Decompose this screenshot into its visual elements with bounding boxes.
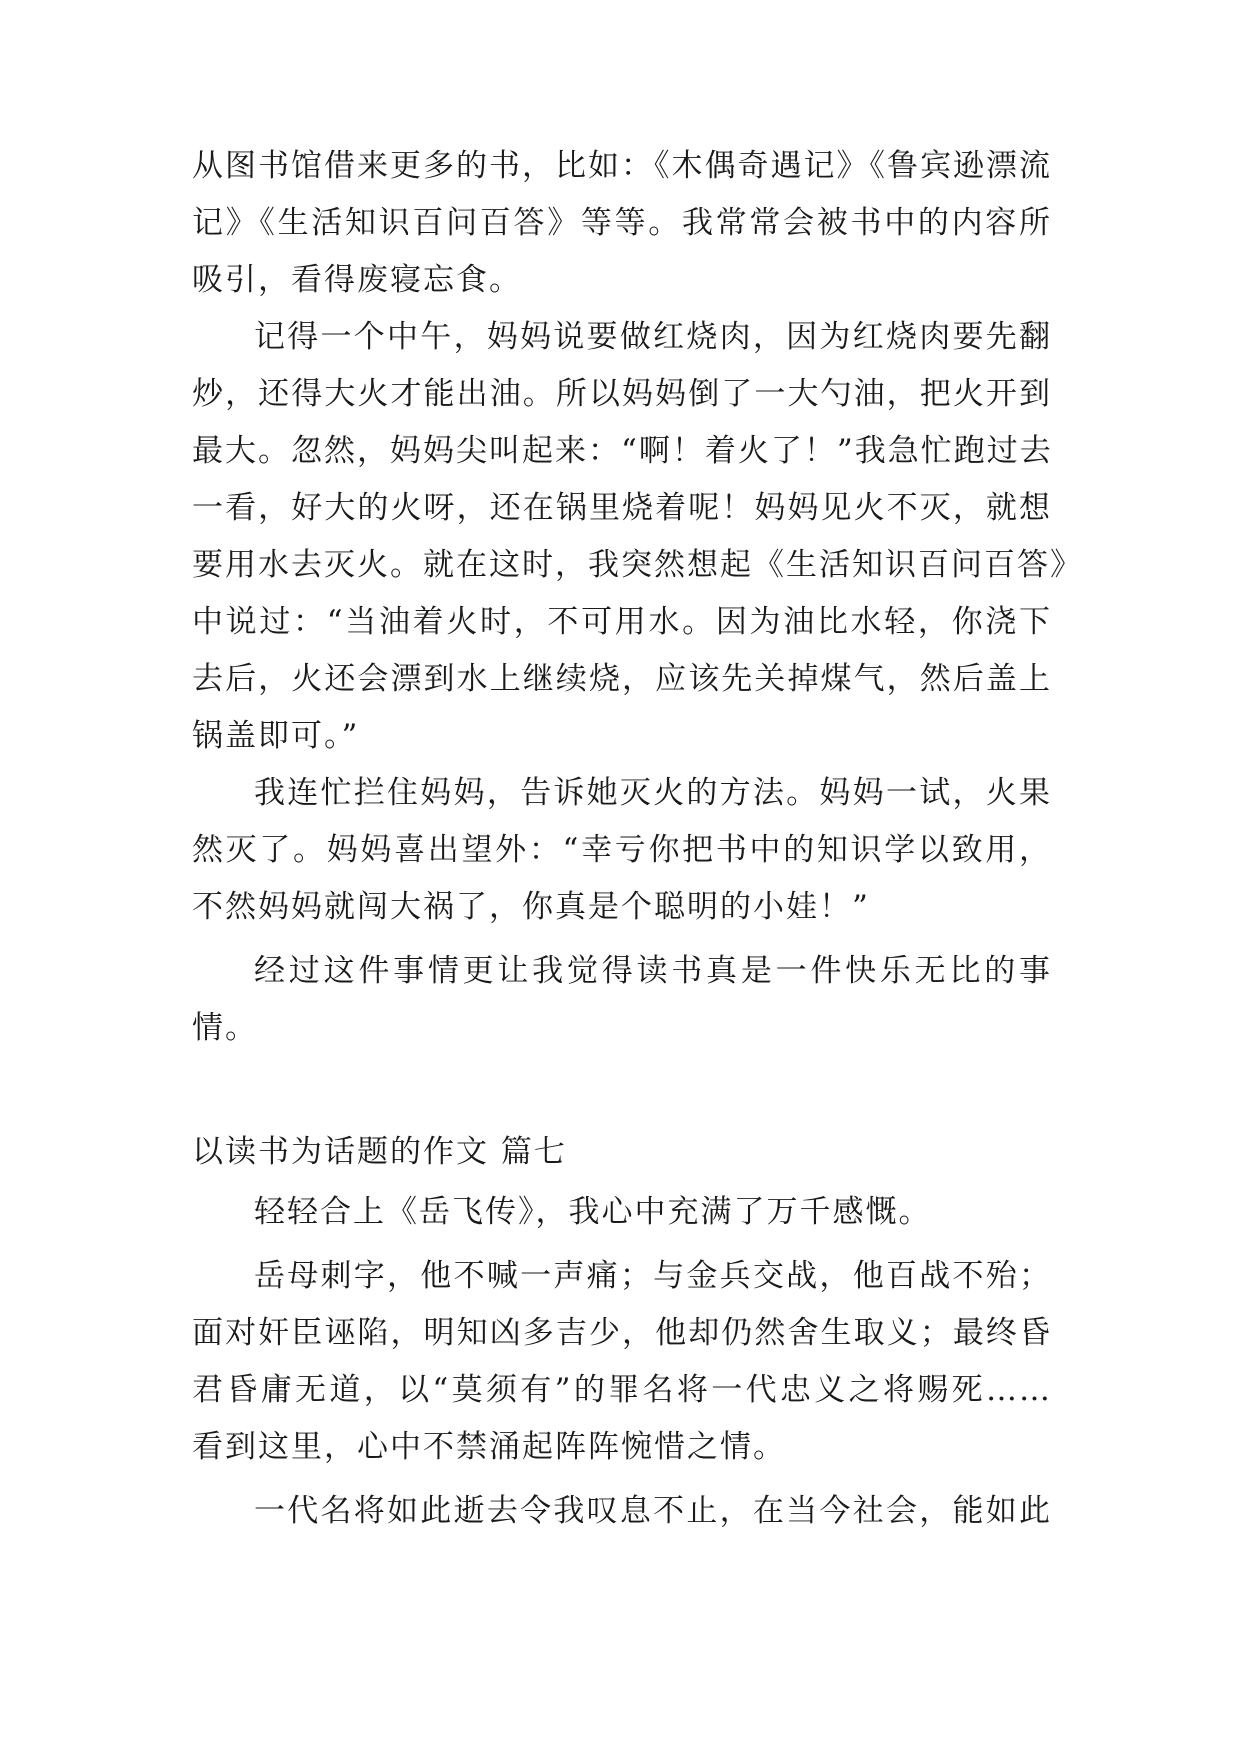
text-line: 君昏庸无道，以“莫须有”的罪名将一代忠义之将赐死…… — [192, 1372, 1052, 1408]
text-line: 一看，好大的火呀，还在锅里烧着呢！妈妈见火不灭，就想 — [192, 490, 1052, 526]
paragraph-start-line: 一代名将如此逝去令我叹息不止，在当今社会，能如此 — [254, 1493, 1052, 1529]
text-line: 情。 — [192, 1010, 258, 1046]
text-line: 锅盖即可。” — [192, 718, 360, 754]
text-line: 不然妈妈就闯大祸了，你真是个聪明的小娃！” — [192, 889, 870, 925]
text-line: 要用水去灭火。就在这时，我突然想起《生活知识百问百答》 — [192, 547, 1083, 583]
text-line: 最大。忽然，妈妈尖叫起来：“啊！着火了！”我急忙跑过去 — [192, 433, 1053, 469]
text-line: 然灭了。妈妈喜出望外：“幸亏你把书中的知识学以致用， — [192, 832, 1052, 868]
text-line: 记》《生活知识百问百答》等等。我常常会被书中的内容所 — [192, 205, 1052, 241]
text-line: 从图书馆借来更多的书，比如：《木偶奇遇记》《鲁宾逊漂流 — [192, 148, 1052, 184]
paragraph-start-line: 轻轻合上《岳飞传》，我心中充满了万千感慨。 — [254, 1194, 932, 1230]
text-line: 中说过：“当油着火时，不可用水。因为油比水轻，你浇下 — [192, 604, 1052, 640]
text-line: 面对奸臣诬陷，明知凶多吉少，他却仍然舍生取义；最终昏 — [192, 1315, 1052, 1351]
text-line: 看到这里，心中不禁涌起阵阵惋惜之情。 — [192, 1429, 786, 1465]
paragraph-start-line: 经过这件事情更让我觉得读书真是一件快乐无比的事 — [254, 953, 1052, 989]
paragraph-start-line: 记得一个中午，妈妈说要做红烧肉，因为红烧肉要先翻 — [254, 319, 1052, 355]
text-line: 炒，还得大火才能出油。所以妈妈倒了一大勺油，把火开到 — [192, 376, 1052, 412]
section-heading: 以读书为话题的作文 篇七 — [192, 1134, 567, 1170]
paragraph-start-line: 岳母刺字，他不喊一声痛；与金兵交战，他百战不殆； — [254, 1258, 1052, 1294]
paragraph-start-line: 我连忙拦住妈妈，告诉她灭火的方法。妈妈一试，火果 — [254, 775, 1052, 811]
text-line: 吸引，看得废寝忘食。 — [192, 262, 522, 298]
text-line: 去后，火还会漂到水上继续烧，应该先关掉煤气，然后盖上 — [192, 661, 1052, 697]
